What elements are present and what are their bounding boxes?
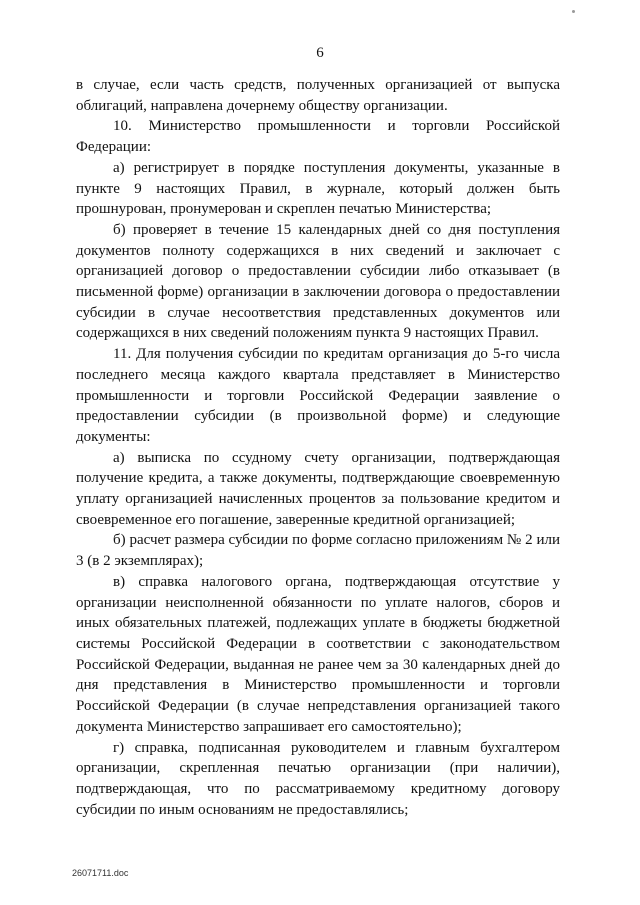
paragraph-10a: а) регистрирует в порядке поступления документы, указанные в пункте 9 настоящих Правил, в журнале, который должен быть прошнурован, пронумерован и скреплен печатью Министерства; xyxy=(76,159,560,218)
paragraph-continuation: в случае, если часть средств, полученных организацией от выпуска облигаций, направлена дочернему обществу организации. xyxy=(76,77,560,114)
page-number: 6 xyxy=(316,45,324,61)
paragraph-11g: г) справка, подписанная руководителем и главным бухгалтером организации, скрепленная печатью организации (при наличии), подтверждающая, что по рассматриваемому кредитному договору субсидии по иным основаниям не предоставлялись; xyxy=(76,739,560,818)
paragraph-11b: б) расчет размера субсидии по форме согласно приложениям № 2 или 3 (в 2 экземплярах); xyxy=(76,532,560,570)
footer-file-code: 26071711.doc xyxy=(72,868,129,878)
paragraph-11v: в) справка налогового органа, подтверждающая отсутствие у организации неисполненной обязанности по уплате налогов, сборов и иных обязательных платежей, подлежащих уплате в бюджеты бюджетной системы Российской Федерации в соответствии с законодательством Российской Федерации, выданная не ранее чем за 30 календарных дней до дня представления в Министерство промышленности и торговли Российской Федерации (в случае непредставления организацией такого документа Министерство запрашивает его самостоятельно); xyxy=(76,573,560,735)
document-body xyxy=(76,75,560,820)
scan-speck xyxy=(572,10,575,13)
paragraph-10b: б) проверяет в течение 15 календарных дней со дня поступления документов полноту содержащихся в них сведений и заключает с организацией договор о предоставлении субсидии либо отказывает (в письменной форме) организации в заключении договора о предоставлении субсидии в случае несоответствия представленных документов или содержащихся в них сведений положениям пункта 9 настоящих Правил. xyxy=(76,221,560,342)
paragraph-10-heading: 10. Министерство промышленности и торговли Российской Федерации: xyxy=(76,118,560,156)
paragraph-11a: а) выписка по ссудному счету организации, подтверждающая получение кредита, а также документы, подтверждающие своевременную уплату организацией начисленных процентов за пользование кредитом и своевременное его погашение, заверенные кредитной организацией; xyxy=(76,449,560,528)
paragraph-11-heading: 11. Для получения субсидии по кредитам организация до 5-го числа последнего месяца каждого квартала представляет в Министерство промышленности и торговли Российской Федерации заявление о предоставлении субсидии (в произвольной форме) и следующие документы: xyxy=(76,346,560,445)
